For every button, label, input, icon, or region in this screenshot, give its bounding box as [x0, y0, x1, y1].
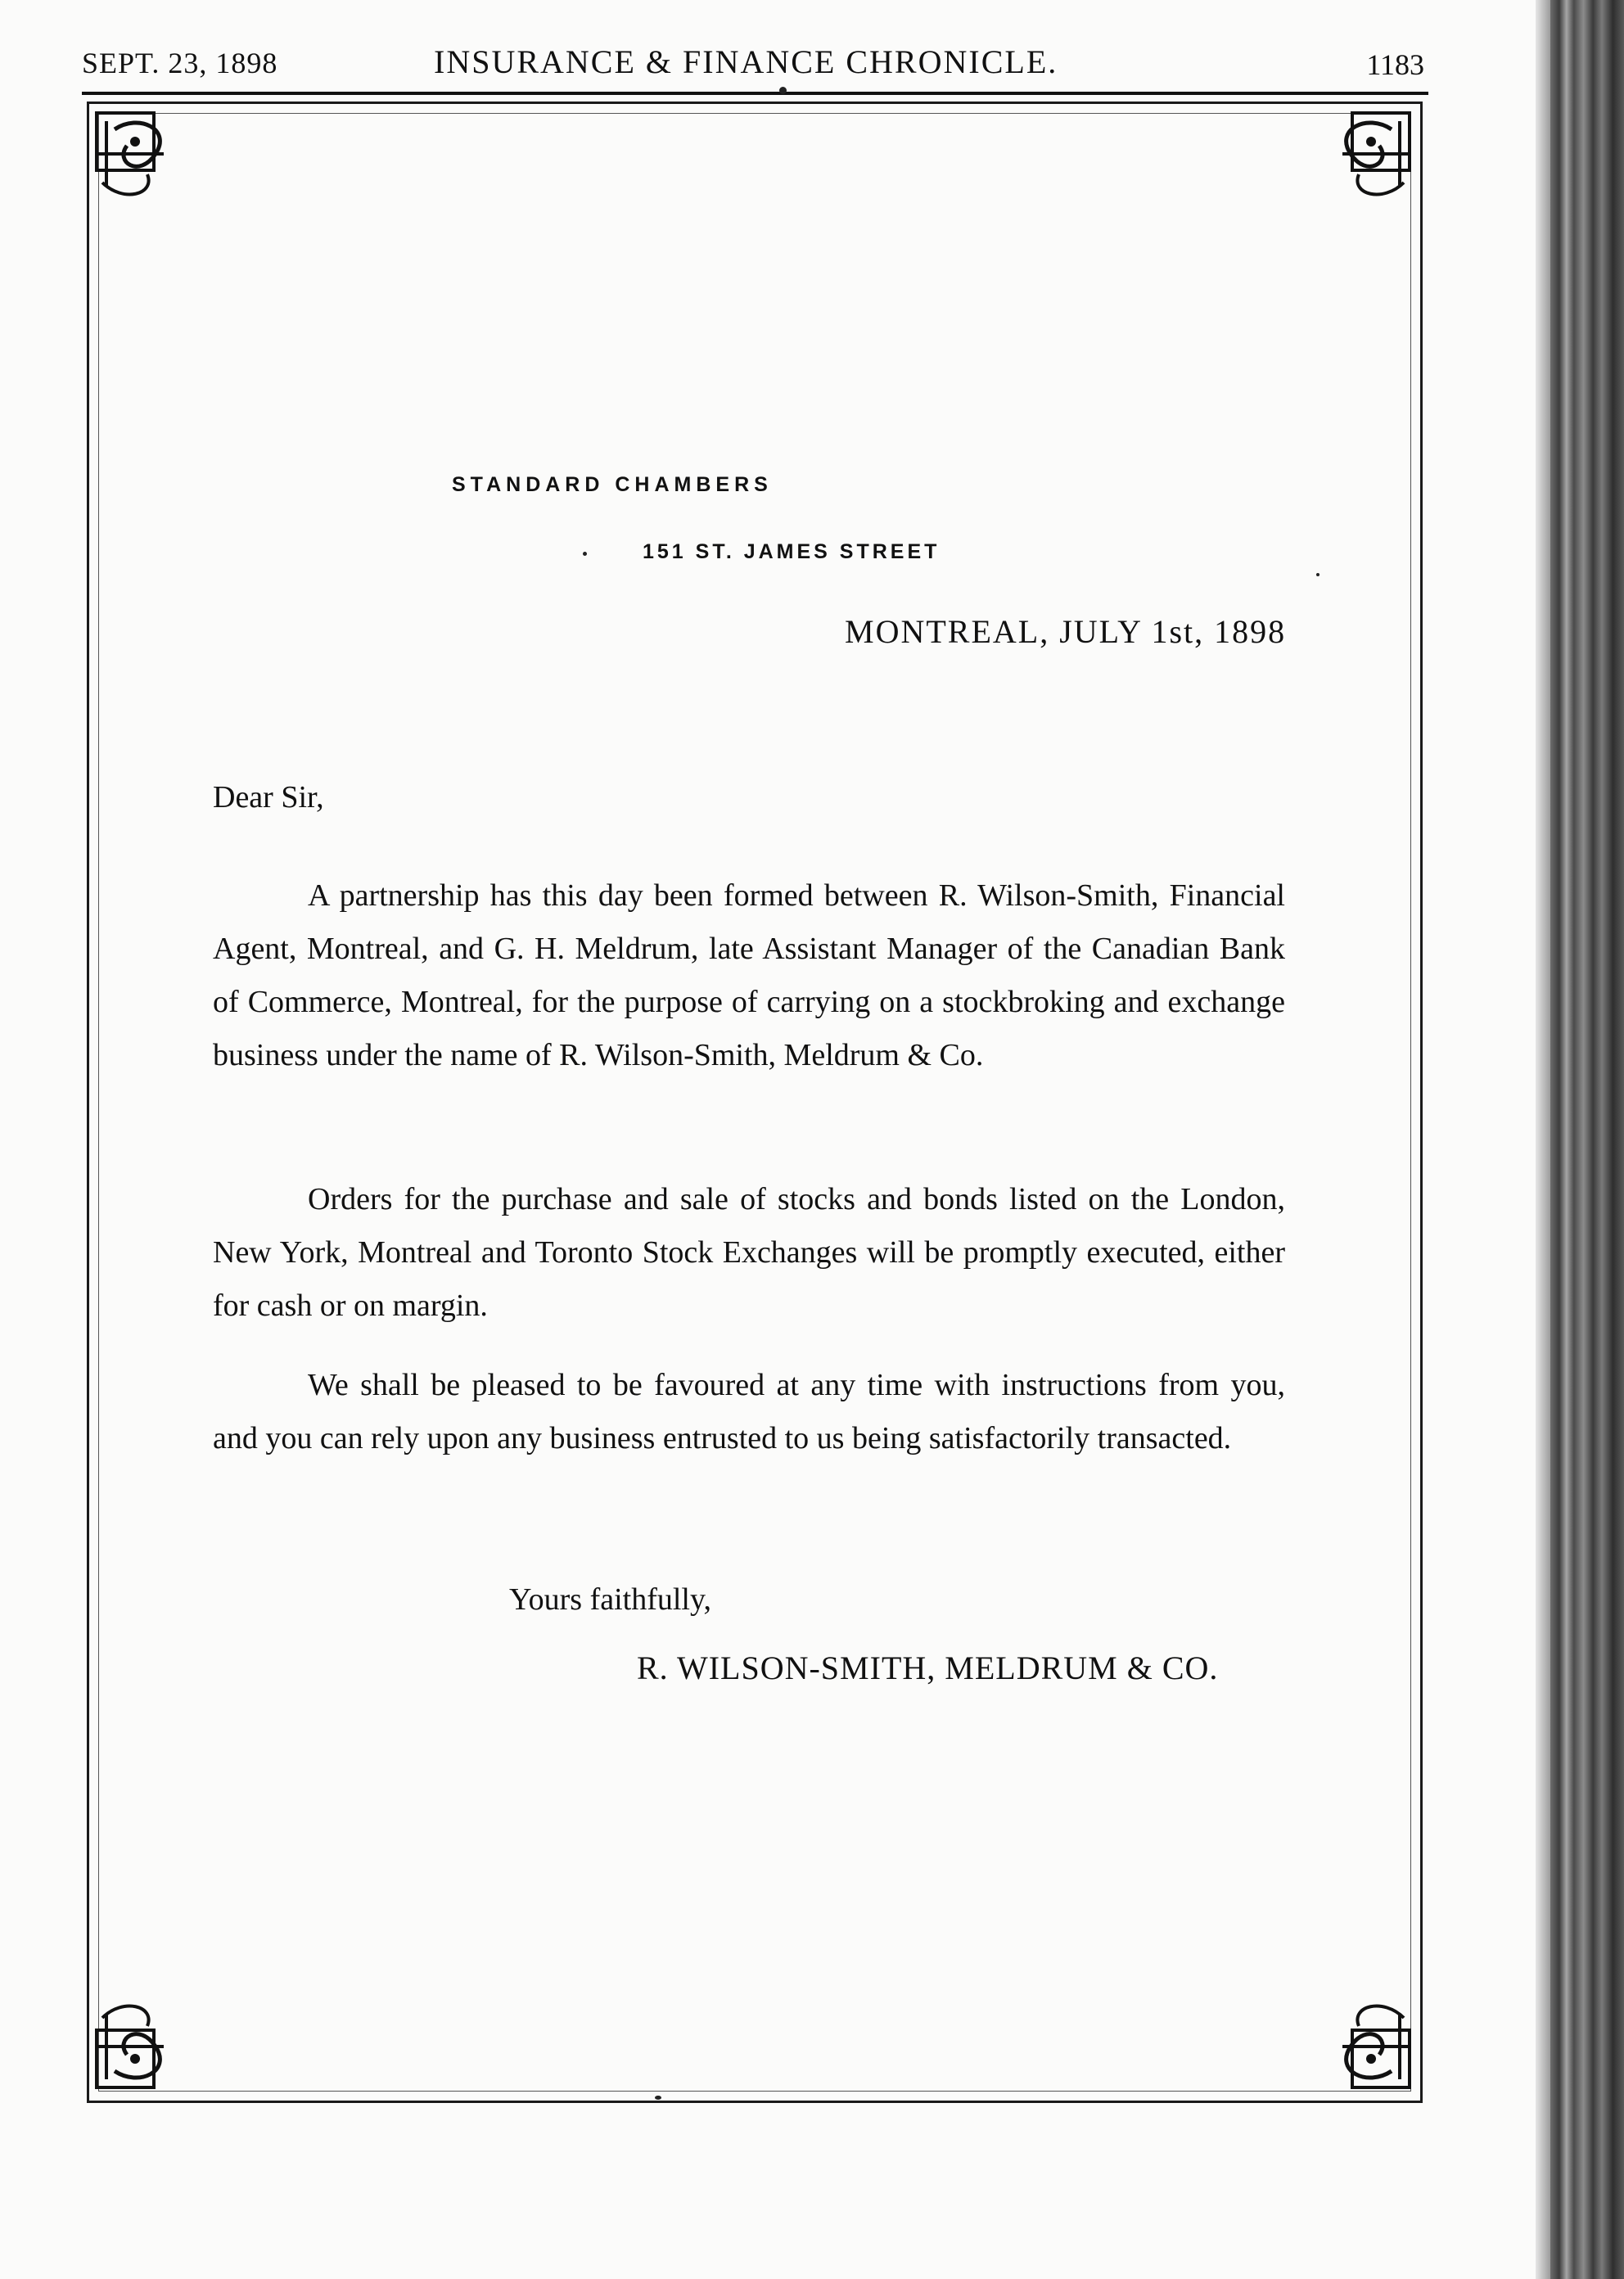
- letter-dateline: MONTREAL, JULY 1st, 1898: [845, 613, 1287, 650]
- letter-salutation: Dear Sir,: [213, 780, 324, 815]
- running-head-date: SEPT. 23, 1898: [82, 47, 278, 79]
- ink-speck: [779, 87, 787, 94]
- letter-signature: R. WILSON-SMITH, MELDRUM & CO.: [637, 1649, 1219, 1686]
- corner-ornament-icon: [1318, 1989, 1416, 2096]
- letter-paragraph: A partnership has this day been formed between R. Wilson-Smith, Financial Agent, Montreal, and G. H. Meldrum, late Assistant Manager of the Canadian Bank of Commerce, Montreal, for the purpose of carrying on a stockbroking and exchange business under the name of R. Wilson-Smith, Meldrum & Co.: [213, 878, 1285, 1072]
- book-edge: [1550, 0, 1624, 2279]
- letterhead-address: 151 ST. JAMES STREET: [643, 540, 941, 563]
- advertisement-inner-border: [98, 113, 1411, 2092]
- letter-paragraph: Orders for the purchase and sale of stocks and bonds listed on the London, New York, Montreal and Toronto Stock Exchanges will be promptly executed, either for cash or on margin.: [213, 1182, 1285, 1323]
- running-head-title: INSURANCE & FINANCE CHRONICLE.: [434, 43, 1058, 80]
- ink-speck: [1316, 573, 1320, 576]
- ink-speck: [655, 2096, 661, 2100]
- letter-closing: Yours faithfully,: [509, 1582, 712, 1617]
- page-number: 1183: [1366, 48, 1424, 81]
- running-head: [82, 43, 1424, 83]
- page-gutter-shadow: [1536, 0, 1550, 2279]
- header-rule: [82, 92, 1428, 95]
- letterhead-building: STANDARD CHAMBERS: [452, 473, 773, 496]
- corner-ornament-icon: [1318, 105, 1416, 211]
- letter-paragraph: We shall be pleased to be favoured at any time with instructions from you, and you can rely upon any business entrusted to us being satisfactorily transacted.: [213, 1368, 1285, 1455]
- ink-speck: [583, 552, 587, 556]
- corner-ornament-icon: [90, 1989, 188, 2096]
- corner-ornament-icon: [90, 105, 188, 211]
